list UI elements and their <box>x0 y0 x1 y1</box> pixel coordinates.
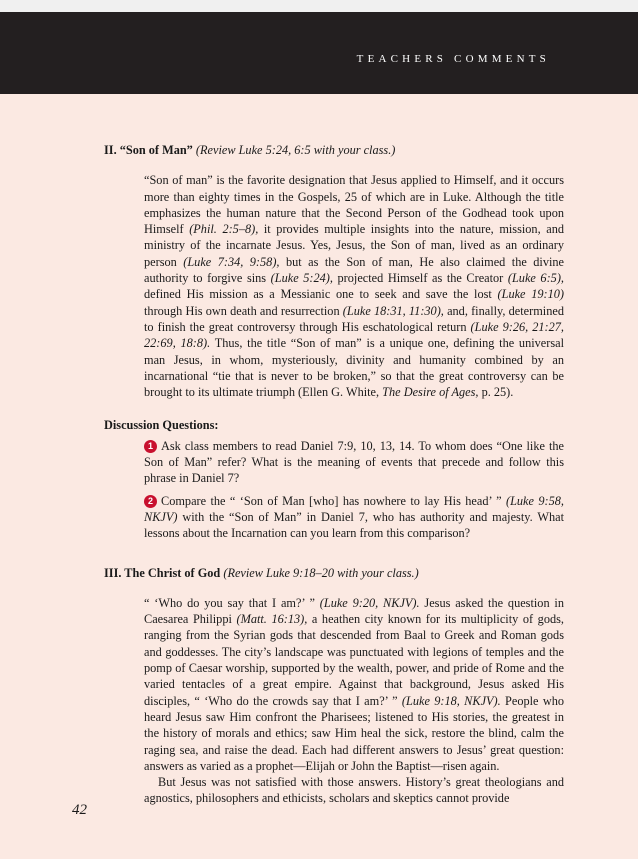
text-run: p. 25). <box>478 385 514 400</box>
text-run: (Phil. 2:5–8), <box>189 222 259 237</box>
text-run: “ ‘Who do you say that I am?’ ” <box>144 595 320 610</box>
text-run: (Luke 18:31, 11:30), <box>342 303 444 318</box>
text-run: but as the Son of man, He also claimed the divine authority to forgive sins <box>144 254 564 286</box>
text-run: defined His mission as a Messianic one to seek and save the lost <box>144 287 498 302</box>
question-2-text <box>144 494 564 541</box>
text-run: The Desire of Ages, <box>382 385 479 400</box>
text-run: projected Himself as the Creator <box>332 271 508 286</box>
discussion-questions <box>144 438 564 542</box>
content <box>104 142 564 807</box>
page-number: 42 <box>72 802 87 818</box>
text-run: Thus, the title “Son of man” is a unique one, defining the universal man Jesus, in whom, mysteriously, divinity and humanity combined by an incarnational “tie that is never to be broken,” so that the great controversy can be brought to its ultimate triumph (Ellen G. White, <box>144 336 564 400</box>
question-1-text <box>144 439 564 486</box>
section-2-ref: (Review Luke 5:24, 6:5 with your class.) <box>195 143 396 157</box>
section-2-paragraph <box>144 172 564 400</box>
text-run: Compare the “ ‘Son of Man [who] has nowhere to lay His head’ ” <box>161 493 506 508</box>
text-run: it provides multiple insights into the nature, mission, and ministry of the incarnate Jesus. Yes, Jesus, the Son of man, lived as an ordinary person <box>144 222 564 269</box>
text-run: and, finally, determined to finish the great controversy through His eschatological return <box>144 303 564 334</box>
question-2 <box>144 493 564 542</box>
text-run: (Luke 5:24), <box>270 271 333 286</box>
text-run: But Jesus was not satisfied with those answers. History’s great theologians and agnostics, philosophers and ethicists, scholars and skeptics cannot provide <box>144 775 564 806</box>
section-3-heading <box>104 565 564 581</box>
text-run: (Luke 19:10) <box>497 287 565 302</box>
discussion-heading: Discussion Questions: <box>104 418 219 433</box>
section-3-paragraph-2 <box>144 774 564 807</box>
text-run: Ask class members to read Daniel 7:9, 10, 13, 14. To whom does “One like the Son of Man” refer? What is the meaning of events that precede and follow this phrase in Daniel 7? <box>144 438 564 486</box>
question-2-number-icon: 2 <box>144 495 157 508</box>
section-3-paragraph-1 <box>144 595 564 774</box>
text-run: People who heard Jesus saw Him confront the Pharisees; listened to His stories, the greatest in the history of morals and ethics; saw Him heal the sick, restore the blind, calm the raging sea, and raise the dead. Each had different answers to Jesus’ great question: answers as varied as a prophet—Elijah or John the Baptist—risen again. <box>144 693 564 773</box>
text-run: (Luke 9:18, NKJV). <box>401 693 501 708</box>
header-title: TEACHERS COMMENTS <box>356 53 550 65</box>
question-1 <box>144 438 564 487</box>
header-bar <box>0 12 638 94</box>
text-run: (Luke 9:20, NKJV). <box>319 595 420 610</box>
text-run: (Luke 9:26, 21:27, 22:69, 18:8). <box>144 319 564 351</box>
text-run: through His own death and resurrection <box>144 303 343 318</box>
section-2-heading <box>104 142 564 158</box>
text-run: a heathen city known for its multiplicity of gods, ranging from the Syrian gods that descended from Baal to Greek and Roman gods and goddesses. The city’s landscape was punctuated with legions of temples and the pomp of Caesar worship, supported by the wealth, power, and pride of Rome and the varied tentacles of a great empire. Against that background, Jesus asked His disciples, “ ‘Who do the crowds say that I am?’ ” <box>144 612 564 708</box>
section-3-title: III. The Christ of God <box>104 565 221 580</box>
text-run: (Luke 7:34, 9:58), <box>183 254 280 269</box>
question-1-number-icon: 1 <box>144 440 157 453</box>
text-run: (Luke 6:5), <box>507 271 564 286</box>
text-run: Jesus asked the question in Caesarea Philippi <box>144 595 564 627</box>
text-run: with the “Son of Man” in Daniel 7, who has authority and majesty. What lessons about the Incarnation can you learn from this comparison? <box>144 509 564 541</box>
text-run: “Son of man” is the favorite designation that Jesus applied to Himself, and it occurs more than eighty times in the Gospels, 25 of which are in Luke. Although the title emphasizes the human nature that the Second Person of the Godhead took upon Himself <box>144 173 564 237</box>
text-run: (Luke 9:58, NKJV) <box>144 493 564 524</box>
section-2-title: II. “Son of Man” <box>104 143 193 157</box>
text-run: (Matt. 16:13), <box>236 612 308 627</box>
section-3-ref: (Review Luke 9:18–20 with your class.) <box>223 565 419 580</box>
page <box>0 12 638 859</box>
